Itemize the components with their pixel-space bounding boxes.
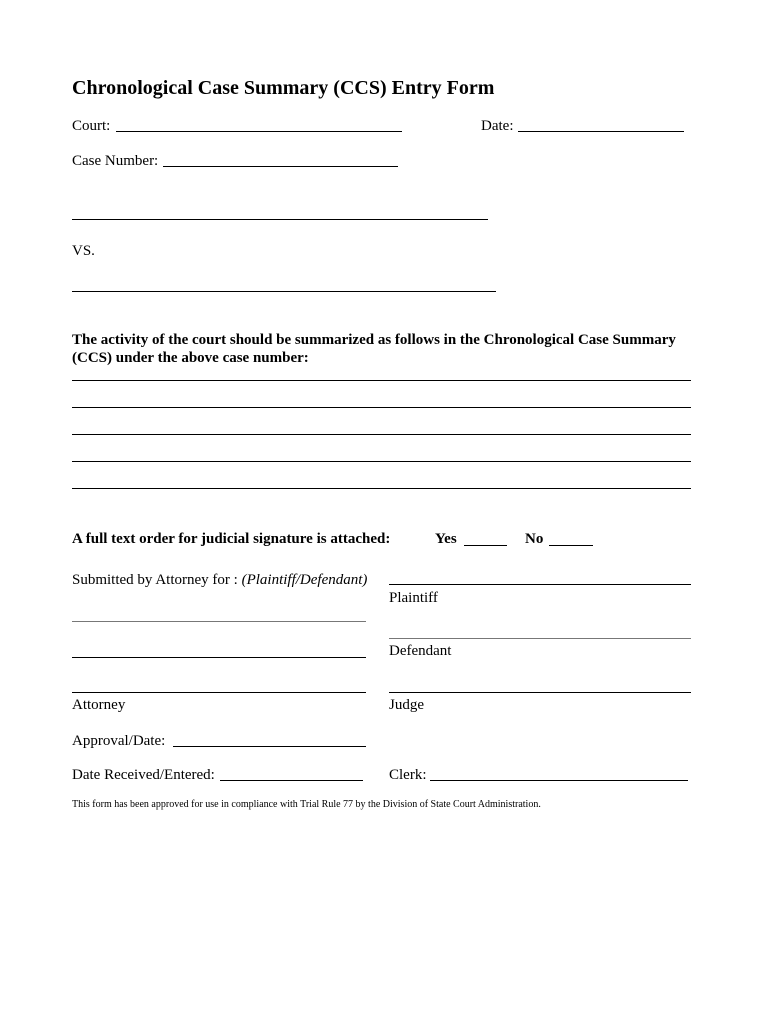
attorney-signature-line bbox=[72, 692, 366, 693]
no-input[interactable] bbox=[550, 528, 592, 544]
attorney-name-line bbox=[72, 657, 366, 658]
submitted-parties: (Plaintiff/Defendant) bbox=[241, 572, 368, 588]
activity-instructions-line2: (CCS) under the above case number: bbox=[72, 350, 309, 366]
activity-line-4 bbox=[72, 461, 691, 462]
submitted-signature-line bbox=[72, 621, 366, 622]
clerk-label: Clerk: bbox=[389, 767, 427, 783]
activity-instructions-line1: The activity of the court should be summarized as follows in the Chronological Case Summary bbox=[72, 332, 676, 348]
yes-input[interactable] bbox=[465, 528, 506, 544]
approval-date-label: Approval/Date: bbox=[72, 733, 166, 749]
order-attached-label: A full text order for judicial signature is attached: bbox=[72, 531, 391, 547]
submitted-by-label bbox=[72, 571, 367, 589]
party-two-input[interactable] bbox=[74, 274, 494, 290]
defendant-signature-line bbox=[389, 638, 691, 639]
no-label: No bbox=[525, 531, 544, 547]
case-number-label: Case Number: bbox=[72, 153, 159, 169]
plaintiff-signature-line bbox=[389, 584, 691, 585]
approval-date-input[interactable] bbox=[175, 729, 364, 745]
submitted-signature-input[interactable] bbox=[74, 604, 364, 620]
party-two-line bbox=[72, 291, 496, 292]
yes-line bbox=[464, 545, 507, 546]
case-number-input[interactable] bbox=[165, 149, 396, 165]
activity-input-5[interactable] bbox=[74, 471, 689, 487]
activity-input-3[interactable] bbox=[74, 417, 689, 433]
date-label: Date: bbox=[481, 118, 514, 134]
activity-line-3 bbox=[72, 434, 691, 435]
defendant-label: Defendant bbox=[389, 643, 452, 659]
case-number-field-line bbox=[163, 166, 398, 167]
approval-date-line bbox=[173, 746, 366, 747]
date-received-label: Date Received/Entered: bbox=[72, 767, 215, 783]
no-line bbox=[549, 545, 593, 546]
yes-label: Yes bbox=[435, 531, 457, 547]
date-received-line bbox=[220, 780, 363, 781]
date-field-line bbox=[518, 131, 684, 132]
clerk-input[interactable] bbox=[432, 763, 686, 779]
party-one-line bbox=[72, 219, 488, 220]
vs-label: VS. bbox=[72, 243, 95, 259]
court-field-line bbox=[116, 131, 402, 132]
judge-signature-line bbox=[389, 692, 691, 693]
activity-line-5 bbox=[72, 488, 691, 489]
judge-signature-input[interactable] bbox=[391, 675, 689, 691]
attorney-label: Attorney bbox=[72, 697, 126, 713]
activity-input-2[interactable] bbox=[74, 390, 689, 406]
activity-input-4[interactable] bbox=[74, 444, 689, 460]
footer-note: This form has been approved for use in compliance with Trial Rule 77 by the Division of State Court Administration. bbox=[72, 799, 541, 810]
court-input[interactable] bbox=[118, 114, 400, 130]
page-title: Chronological Case Summary (CCS) Entry Form bbox=[72, 77, 495, 99]
submitted-by-text: Submitted by Attorney for : bbox=[72, 572, 238, 588]
judge-label: Judge bbox=[389, 697, 424, 713]
activity-line-1 bbox=[72, 380, 691, 381]
court-label: Court: bbox=[72, 118, 111, 134]
attorney-signature-input[interactable] bbox=[74, 675, 364, 691]
plaintiff-label: Plaintiff bbox=[389, 590, 438, 606]
clerk-line bbox=[430, 780, 688, 781]
defendant-signature-input[interactable] bbox=[391, 621, 689, 637]
attorney-name-input[interactable] bbox=[74, 640, 364, 656]
party-one-input[interactable] bbox=[74, 202, 486, 218]
activity-line-2 bbox=[72, 407, 691, 408]
date-received-input[interactable] bbox=[222, 763, 361, 779]
date-input[interactable] bbox=[520, 114, 682, 130]
activity-input-1[interactable] bbox=[74, 363, 689, 379]
plaintiff-signature-input[interactable] bbox=[391, 567, 689, 583]
